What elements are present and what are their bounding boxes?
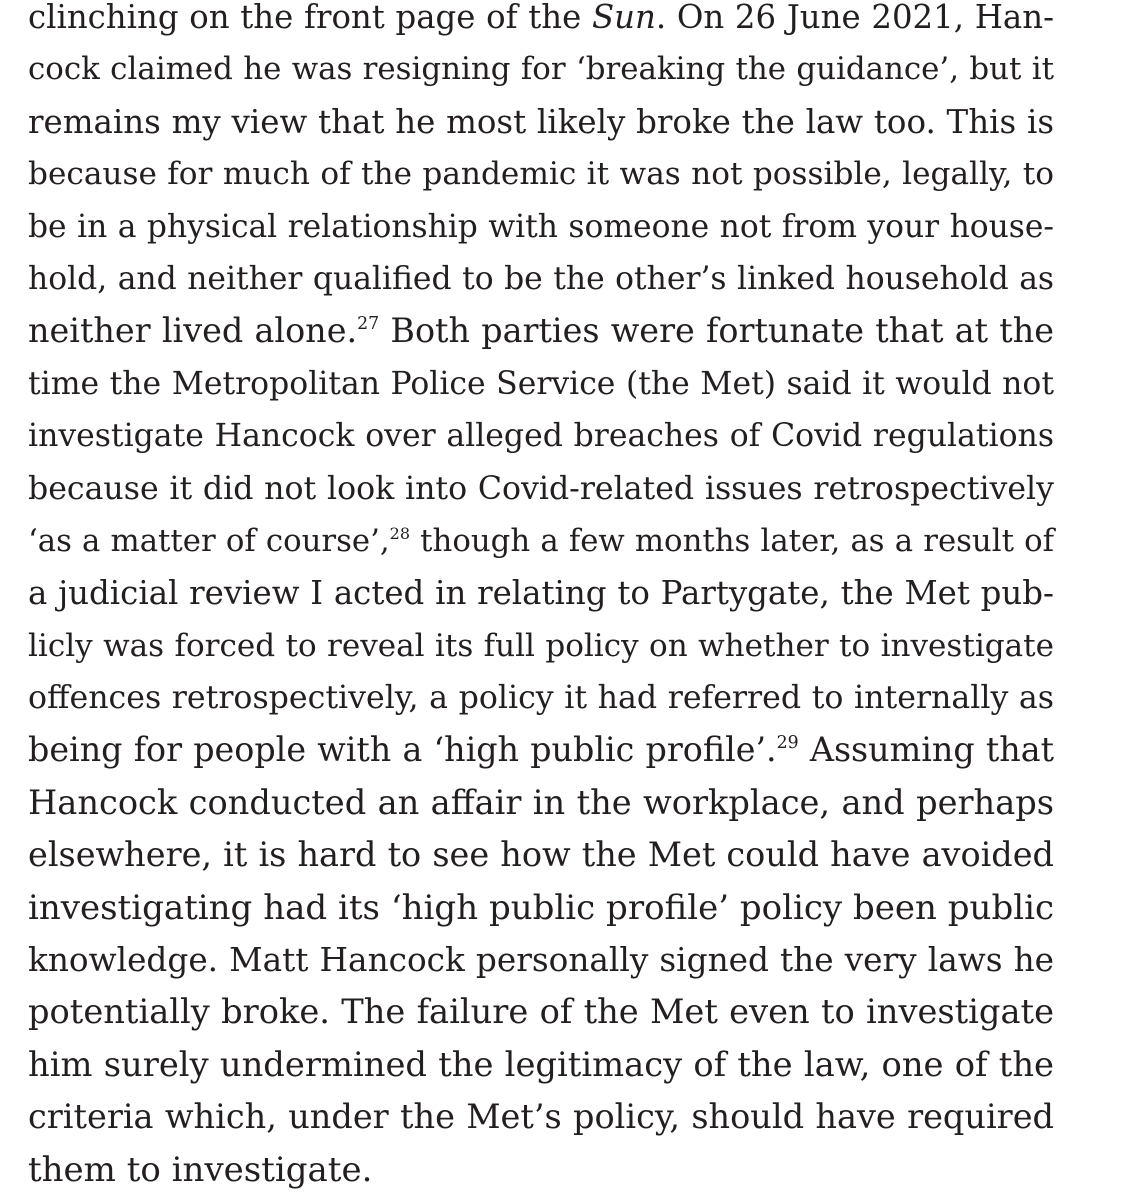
text-line [28,305,1054,357]
text-line: cock claimed he was resigning for ‘breaking the guidance’, but it [28,51,1054,88]
text-line [28,724,1054,776]
text-run: ‘as a matter of course’, [28,522,390,559]
text-line: potentially broke. The failure of the Met even to investigate [28,992,1054,1032]
text-line: offences retrospectively, a policy it had referred to internally as [28,680,1054,717]
text-run: though a few months later, as a result of [410,522,1054,559]
text-line: him surely undermined the legitimacy of the law, one of the [28,1044,1054,1084]
text-line: investigating had its ‘high public profile’ policy been public [28,887,1054,928]
newspaper-title: Sun [591,0,656,36]
text-line: because for much of the pandemic it was not possible, legally, to [28,156,1054,193]
text-line: Hancock conducted an affair in the workplace, and perhaps [28,782,1054,822]
text-run: . On 26 June 2021, Han- [655,0,1054,36]
footnote-marker: 27 [357,314,380,335]
text-run: being for people with a ‘high public profile’. [28,730,777,770]
text-run: neither lived alone. [28,311,358,351]
text-run: clinching on the front page of the [28,0,592,36]
text-line [28,0,1054,43]
text-line: elsewhere, it is hard to see how the Met could have avoided [28,835,1054,875]
text-line: investigate Hancock over alleged breaches of Covid regulations [28,418,1054,455]
text-line: licly was forced to reveal its full policy on whether to investigate [28,627,1054,664]
footnote-marker: 28 [389,523,411,543]
text-line: remains my view that he most likely broke the law too. This is [28,102,1054,141]
text-line-last: them to investigate. [28,1149,373,1190]
text-run: Assuming that [798,730,1054,770]
text-line: time the Metropolitan Police Service (the Met) said it would not [28,365,1054,402]
text-line: criteria which, under the Met’s policy, should have required [28,1097,1054,1137]
text-run: Both parties were fortunate that at the [379,311,1055,351]
footnote-marker: 29 [776,733,799,754]
text-line: be in a physical relationship with someone not from your house- [28,208,1054,245]
text-line: hold, and neither qualified to be the other’s linked household as [28,260,1054,297]
text-line [28,515,1054,567]
text-line: a judicial review I acted in relating to Partygate, the Met pub- [28,574,1054,613]
book-page-body [28,0,1054,1196]
text-line: knowledge. Matt Hancock personally signed the very laws he [28,941,1054,980]
text-line: because it did not look into Covid-related issues retrospectively [28,470,1054,507]
